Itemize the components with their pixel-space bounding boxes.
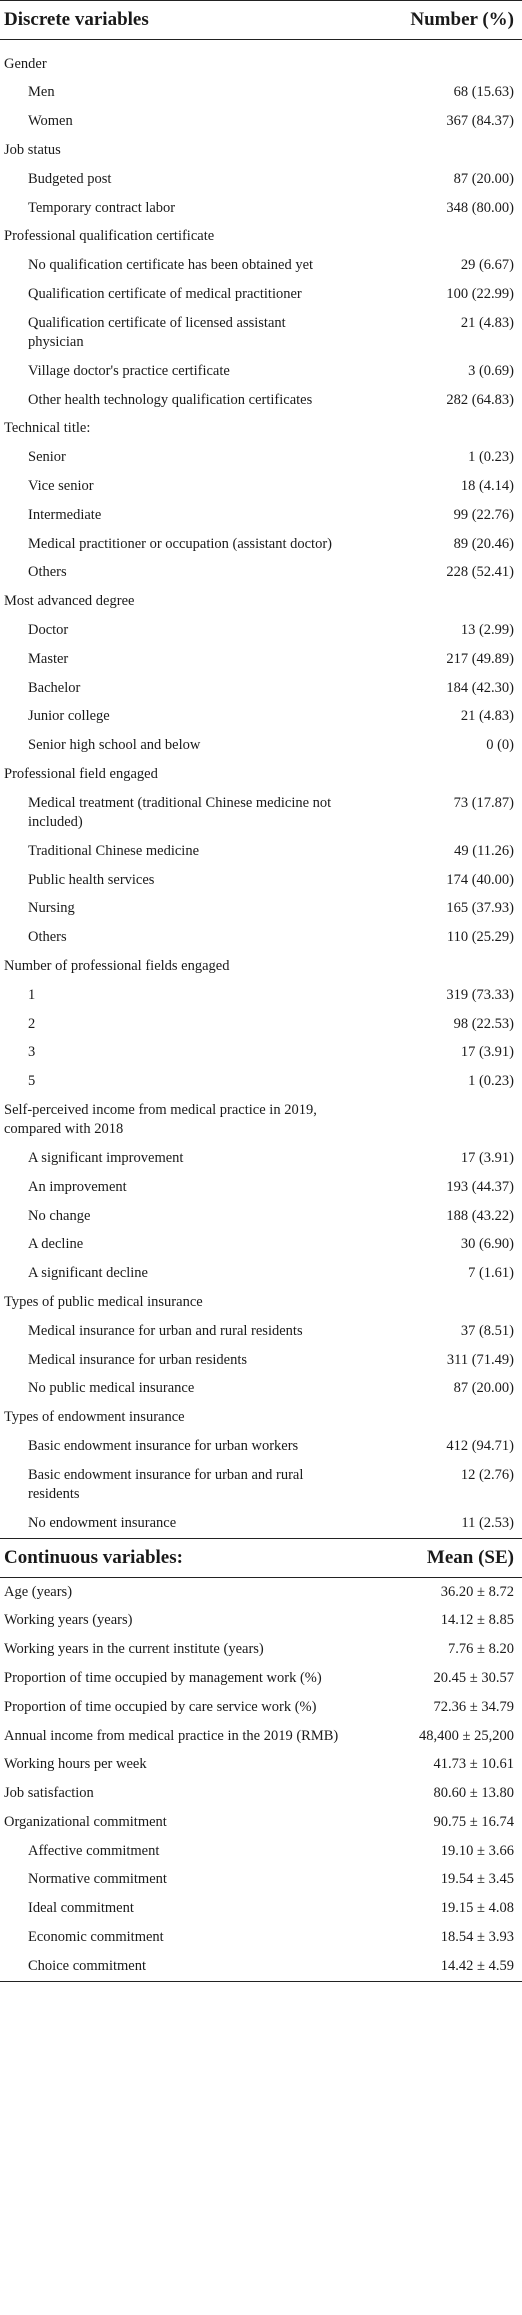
table-row-label: Qualification certificate of licensed assistant physician xyxy=(28,314,286,351)
group-title-row-value xyxy=(350,1288,522,1317)
table-row-label: Job satisfaction xyxy=(4,1785,94,1802)
group-title-row-value xyxy=(350,587,522,616)
table-row-label: Basic endowment insurance for urban and rural residents xyxy=(28,1466,304,1503)
table-row-value: 184 (42.30) xyxy=(446,679,514,696)
spacer-row xyxy=(0,40,522,51)
discrete-body xyxy=(0,40,522,1539)
table-row xyxy=(0,1837,522,1866)
table-row-label: No change xyxy=(28,1207,91,1224)
table-row xyxy=(0,1461,522,1509)
table-row xyxy=(0,981,522,1010)
table-row-value: 98 (22.53) xyxy=(453,1015,514,1032)
table-row-value: 89 (20.46) xyxy=(453,535,514,552)
group-title-row-value xyxy=(350,415,522,444)
table-row-value: 282 (64.83) xyxy=(446,391,514,408)
table-row-value: 90.75 ± 16.74 xyxy=(433,1813,514,1830)
table-row xyxy=(0,1635,522,1664)
discrete-header-label: Discrete variables xyxy=(0,1,350,40)
table-row-value: 80.60 ± 13.80 xyxy=(433,1785,514,1802)
group-title-row-value xyxy=(350,50,522,79)
table-row-value: 319 (73.33) xyxy=(446,986,514,1003)
table-row-label: Basic endowment insurance for urban workers xyxy=(28,1437,299,1454)
table-row-value: 12 (2.76) xyxy=(460,1466,514,1483)
table-row-value: 41.73 ± 10.61 xyxy=(433,1756,514,1773)
table-row xyxy=(0,1577,522,1606)
table-row xyxy=(0,703,522,732)
table-row-value: 174 (40.00) xyxy=(446,871,514,888)
table-row-value: 412 (94.71) xyxy=(446,1437,514,1454)
table-row xyxy=(0,1607,522,1636)
table-row-value: 1 (0.23) xyxy=(468,449,514,466)
table-row-label: Traditional Chinese medicine xyxy=(28,842,200,859)
table-row-label: Temporary contract labor xyxy=(28,199,176,216)
table-row xyxy=(0,1509,522,1538)
table-row-value: 72.36 ± 34.79 xyxy=(433,1698,514,1715)
table-row xyxy=(0,1808,522,1837)
table-row-value: 99 (22.76) xyxy=(453,506,514,523)
group-title-row xyxy=(0,952,522,981)
group-title-row-value xyxy=(350,1096,522,1144)
table-row-value: 3 (0.69) xyxy=(468,362,514,379)
table-row-value: 21 (4.83) xyxy=(460,708,514,725)
table-row-label: Medical treatment (traditional Chinese medicine not included) xyxy=(28,794,332,831)
table-row-label: Ideal commitment xyxy=(28,1900,134,1917)
discrete-header-value: Number (%) xyxy=(350,1,522,40)
table-row-value: 7.76 ± 8.20 xyxy=(448,1641,514,1658)
table-row-label: Working hours per week xyxy=(4,1756,147,1773)
table-row-value: 217 (49.89) xyxy=(446,650,514,667)
group-title-row-label: Technical title: xyxy=(4,420,91,437)
table-row-value: 19.15 ± 4.08 xyxy=(440,1900,514,1917)
table-row-label: Vice senior xyxy=(28,478,94,495)
table-row xyxy=(0,789,522,837)
table-row xyxy=(0,731,522,760)
table-row-value: 36.20 ± 8.72 xyxy=(440,1583,514,1600)
table-row xyxy=(0,1664,522,1693)
table-row-value: 19.10 ± 3.66 xyxy=(440,1842,514,1859)
table-row-value: 14.12 ± 8.85 xyxy=(440,1612,514,1629)
table-row xyxy=(0,251,522,280)
table-row-value: 49 (11.26) xyxy=(454,842,514,859)
table-row xyxy=(0,357,522,386)
table-row-label: Senior high school and below xyxy=(28,737,201,754)
table-row xyxy=(0,194,522,223)
table-row-label: Others xyxy=(28,564,67,581)
table-row-label: Normative commitment xyxy=(28,1871,167,1888)
table-row-value: 110 (25.29) xyxy=(446,929,514,946)
table-row xyxy=(0,674,522,703)
group-title-row-value xyxy=(350,1403,522,1432)
table-row xyxy=(0,1346,522,1375)
group-title-row xyxy=(0,136,522,165)
group-title-row xyxy=(0,415,522,444)
group-title-row-label: Job status xyxy=(4,142,61,159)
table-row-label: Qualification certificate of medical practitioner xyxy=(28,285,302,302)
table-row-value: 188 (43.22) xyxy=(446,1207,514,1224)
table-row xyxy=(0,1144,522,1173)
group-title-row-label: Professional qualification certificate xyxy=(4,228,215,245)
table-row-label: 1 xyxy=(28,986,36,1003)
table-row xyxy=(0,108,522,137)
table-row-value: 7 (1.61) xyxy=(468,1265,514,1282)
discrete-header-row xyxy=(0,1,522,40)
table-row xyxy=(0,1231,522,1260)
group-title-row-label: Types of endowment insurance xyxy=(4,1409,185,1426)
table-row-label: No endowment insurance xyxy=(28,1514,177,1531)
table-row-value: 68 (15.63) xyxy=(453,84,514,101)
table-row-label: Public health services xyxy=(28,871,155,888)
group-title-row-label: Self-perceived income from medical practice in 2019, compared with 2018 xyxy=(4,1101,317,1138)
table-row-value: 30 (6.90) xyxy=(460,1236,514,1253)
table-row-value: 14.42 ± 4.59 xyxy=(350,1952,522,1981)
table-row-label: Economic commitment xyxy=(28,1928,164,1945)
table-row-label: Proportion of time occupied by care service work (%) xyxy=(4,1698,317,1715)
table-row xyxy=(0,1317,522,1346)
table-row-label: Bachelor xyxy=(28,679,81,696)
group-title-row xyxy=(0,223,522,252)
group-title-row-label: Most advanced degree xyxy=(4,593,135,610)
table-row-value: 19.54 ± 3.45 xyxy=(440,1871,514,1888)
table-row-label: Budgeted post xyxy=(28,170,112,187)
group-title-row xyxy=(0,760,522,789)
table-row xyxy=(0,1895,522,1924)
group-title-row-value xyxy=(350,952,522,981)
table-row xyxy=(0,895,522,924)
table-row-label: Other health technology qualification certificates xyxy=(28,391,313,408)
table-row-label: 2 xyxy=(28,1015,36,1032)
table-row-value: 18.54 ± 3.93 xyxy=(440,1928,514,1945)
table-row-label: A significant improvement xyxy=(28,1150,184,1167)
table-row-label: Village doctor's practice certificate xyxy=(28,362,230,379)
table-row-label: A significant decline xyxy=(28,1265,148,1282)
continuous-body xyxy=(0,1577,522,1981)
table-row-value: 17 (3.91) xyxy=(460,1044,514,1061)
group-title-row-value xyxy=(350,136,522,165)
group-title-row-label: Types of public medical insurance xyxy=(4,1293,203,1310)
table-row-label: Working years in the current institute (years) xyxy=(4,1641,264,1658)
table-row-value: 100 (22.99) xyxy=(446,285,514,302)
table-row xyxy=(0,386,522,415)
table-row-label: Master xyxy=(28,650,69,667)
table-row xyxy=(0,1779,522,1808)
table-row-label: Annual income from medical practice in the 2019 (RMB) xyxy=(4,1727,339,1744)
table-row-label: Junior college xyxy=(28,708,110,725)
table-row xyxy=(0,1751,522,1780)
table-row-label: A decline xyxy=(28,1236,84,1253)
table-row xyxy=(0,837,522,866)
continuous-header-label: Continuous variables: xyxy=(0,1538,350,1577)
group-title-row-label: Number of professional fields engaged xyxy=(4,957,230,974)
table-row-label: Men xyxy=(28,84,55,101)
table-row-label: Age (years) xyxy=(4,1583,73,1600)
table-row xyxy=(0,866,522,895)
table-row xyxy=(0,530,522,559)
table-row-value: 367 (84.37) xyxy=(446,113,514,130)
table-row-label: Proportion of time occupied by management work (%) xyxy=(4,1669,322,1686)
table-row xyxy=(0,616,522,645)
group-title-row-value xyxy=(350,223,522,252)
group-title-row xyxy=(0,587,522,616)
table-row xyxy=(0,645,522,674)
table-row-label: Medical practitioner or occupation (assistant doctor) xyxy=(28,535,332,552)
group-title-row xyxy=(0,1096,522,1144)
table-row xyxy=(0,280,522,309)
group-title-row-value xyxy=(350,760,522,789)
table-row xyxy=(0,1173,522,1202)
table-row-value: 11 (2.53) xyxy=(461,1514,514,1531)
table-row xyxy=(0,923,522,952)
table-row-value: 311 (71.49) xyxy=(446,1351,514,1368)
table-row xyxy=(0,444,522,473)
table-row-label: 3 xyxy=(28,1044,36,1061)
group-title-row xyxy=(0,50,522,79)
table-row xyxy=(0,309,522,357)
group-title-row-label: Professional field engaged xyxy=(4,765,158,782)
table-row-value: 21 (4.83) xyxy=(460,314,514,331)
table-row-label: 5 xyxy=(28,1073,36,1090)
table-row xyxy=(0,1432,522,1461)
continuous-header-value: Mean (SE) xyxy=(350,1538,522,1577)
table-row-value: 29 (6.67) xyxy=(460,257,514,274)
table-row-label: Choice commitment xyxy=(0,1952,350,1981)
table-row-label: Nursing xyxy=(28,900,75,917)
table-row xyxy=(0,79,522,108)
table-row xyxy=(0,559,522,588)
table-row xyxy=(0,1375,522,1404)
table-row xyxy=(0,1259,522,1288)
table-row xyxy=(0,1039,522,1068)
table-row-label: Senior xyxy=(28,449,66,466)
table-row-value: 13 (2.99) xyxy=(460,621,514,638)
table-row xyxy=(0,1202,522,1231)
table-row-value: 87 (20.00) xyxy=(453,170,514,187)
table-row-label: No qualification certificate has been obtained yet xyxy=(28,257,314,274)
table-row xyxy=(0,1010,522,1039)
table-row-label: Others xyxy=(28,929,67,946)
group-title-row-label: Gender xyxy=(4,55,47,72)
table-row-value: 37 (8.51) xyxy=(460,1322,514,1339)
group-title-row xyxy=(0,1288,522,1317)
table-row-value: 193 (44.37) xyxy=(446,1178,514,1195)
table-row-value: 0 (0) xyxy=(486,737,514,754)
table-row xyxy=(0,1952,522,1981)
table-row xyxy=(0,1067,522,1096)
table-row-value: 73 (17.87) xyxy=(453,794,514,811)
table-row-label: Women xyxy=(28,113,73,130)
table-row xyxy=(0,501,522,530)
table-row-value: 165 (37.93) xyxy=(446,900,514,917)
table-row-label: Medical insurance for urban and rural residents xyxy=(28,1322,303,1339)
table-row-value: 228 (52.41) xyxy=(446,564,514,581)
table-row xyxy=(0,1693,522,1722)
table-row xyxy=(0,1923,522,1952)
table-row xyxy=(0,1866,522,1895)
table-row-label: No public medical insurance xyxy=(28,1380,195,1397)
table-row-label: An improvement xyxy=(28,1178,127,1195)
table-row-label: Doctor xyxy=(28,621,69,638)
table-row-label: Affective commitment xyxy=(28,1842,160,1859)
table-row xyxy=(0,165,522,194)
table-row-value: 20.45 ± 30.57 xyxy=(433,1669,514,1686)
table-row-label: Working years (years) xyxy=(4,1612,133,1629)
table-row-value: 1 (0.23) xyxy=(468,1073,514,1090)
table-row-value: 348 (80.00) xyxy=(446,199,514,216)
table-row-value: 48,400 ± 25,200 xyxy=(419,1727,514,1744)
table-row-label: Medical insurance for urban residents xyxy=(28,1351,248,1368)
group-title-row xyxy=(0,1403,522,1432)
table-row-value: 18 (4.14) xyxy=(460,478,514,495)
table-row xyxy=(0,1722,522,1751)
continuous-header-row xyxy=(0,1538,522,1577)
table-row-value: 87 (20.00) xyxy=(453,1380,514,1397)
table-row-value: 17 (3.91) xyxy=(460,1150,514,1167)
table-row xyxy=(0,472,522,501)
table-row-label: Organizational commitment xyxy=(4,1813,167,1830)
table-row-label: Intermediate xyxy=(28,506,102,523)
